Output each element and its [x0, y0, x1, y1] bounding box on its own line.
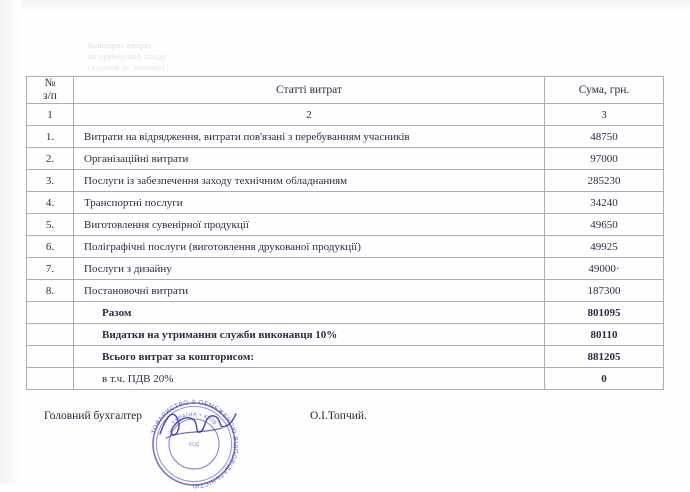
- faded-line-1: Кошторис витрат: [88, 41, 152, 50]
- summary-number: [27, 302, 74, 324]
- vat-row: [27, 368, 664, 390]
- row-number: 4.: [27, 192, 74, 214]
- row-number: 3.: [27, 170, 74, 192]
- svg-text:УКРАЇНА • КИЇВ: УКРАЇНА • КИЇВ: [170, 411, 218, 427]
- svg-text:КОД: КОД: [188, 442, 200, 448]
- row-description: Транспортні послуги: [74, 192, 545, 214]
- row-description: Послуги з дизайну: [74, 258, 545, 280]
- header-number-line2: з/п: [43, 90, 57, 102]
- table-row: [27, 170, 664, 192]
- table-row: [27, 280, 664, 302]
- row-number: 8.: [27, 280, 74, 302]
- summary-row-grand-total: [27, 346, 664, 368]
- row-sum: 187300: [545, 280, 664, 302]
- summary-sum: 80110: [545, 324, 664, 346]
- row-sum: 49925: [545, 236, 664, 258]
- faded-line-2: на проведення заходу: [88, 52, 168, 61]
- header-number-line1: №: [44, 77, 56, 89]
- summary-description: Разом: [74, 302, 545, 324]
- summary-number: [27, 324, 74, 346]
- row-description: Послуги із забезпечення заходу технічним обладнанням: [74, 170, 545, 192]
- table-row: [27, 126, 664, 148]
- row-sum: 34240: [545, 192, 664, 214]
- faded-line-3: (додаток до договору): [88, 63, 169, 72]
- header-cell-number: [27, 77, 74, 104]
- column-number-2: 2: [74, 104, 545, 126]
- table-column-numbers-row: [27, 104, 664, 126]
- summary-description: Видатки на утримання служби виконавця 10%: [74, 324, 545, 346]
- signature-block: [0, 404, 690, 434]
- cost-estimate-table: [26, 76, 664, 390]
- header-cell-sum: Сума, грн.: [545, 77, 664, 104]
- row-sum: 97000: [545, 148, 664, 170]
- row-description: Організаційні витрати: [74, 148, 545, 170]
- row-description: Витрати на відрядження, витрати пов'язані з перебуванням учасників: [74, 126, 545, 148]
- row-sum: 49650: [545, 214, 664, 236]
- vat-number: [27, 368, 74, 390]
- row-description: Постановочні витрати: [74, 280, 545, 302]
- table-row: [27, 236, 664, 258]
- row-description: Поліграфічні послуги (виготовлення друкованої продукції): [74, 236, 545, 258]
- summary-sum: 881205: [545, 346, 664, 368]
- row-sum: 285230: [545, 170, 664, 192]
- column-number-3: 3: [545, 104, 664, 126]
- row-number: 2.: [27, 148, 74, 170]
- row-number: 7.: [27, 258, 74, 280]
- column-number-1: 1: [27, 104, 74, 126]
- vat-sum: 0: [545, 368, 664, 390]
- row-sum: 48750: [545, 126, 664, 148]
- faded-header-text: [88, 40, 308, 73]
- svg-text:ТОВАРИСТВО З ОБМЕЖЕНОЮ ВІДП: ТОВАРИСТВО З ОБМЕЖЕНОЮ ВІДПОВІДАЛЬНІСТЮ: [150, 398, 240, 490]
- summary-number: [27, 346, 74, 368]
- summary-description: Всього витрат за кошторисом:: [74, 346, 545, 368]
- row-number: 5.: [27, 214, 74, 236]
- summary-row-total: [27, 302, 664, 324]
- table-row: [27, 214, 664, 236]
- table-row: [27, 148, 664, 170]
- row-sum: 49000·: [545, 258, 664, 280]
- row-description: Виготовлення сувенірної продукції: [74, 214, 545, 236]
- summary-sum: 801095: [545, 302, 664, 324]
- header-cell-description: Статті витрат: [74, 77, 545, 104]
- scan-artifact-top: [0, 0, 690, 14]
- signer-role: Головний бухгалтер: [44, 410, 142, 422]
- table-row: [27, 258, 664, 280]
- row-number: 6.: [27, 236, 74, 258]
- summary-row-overhead: [27, 324, 664, 346]
- table-header-row: [27, 77, 664, 104]
- row-number: 1.: [27, 126, 74, 148]
- vat-description: в т.ч. ПДВ 20%: [74, 368, 545, 390]
- signer-name: О.І.Топчий.: [310, 410, 367, 422]
- table-row: [27, 192, 664, 214]
